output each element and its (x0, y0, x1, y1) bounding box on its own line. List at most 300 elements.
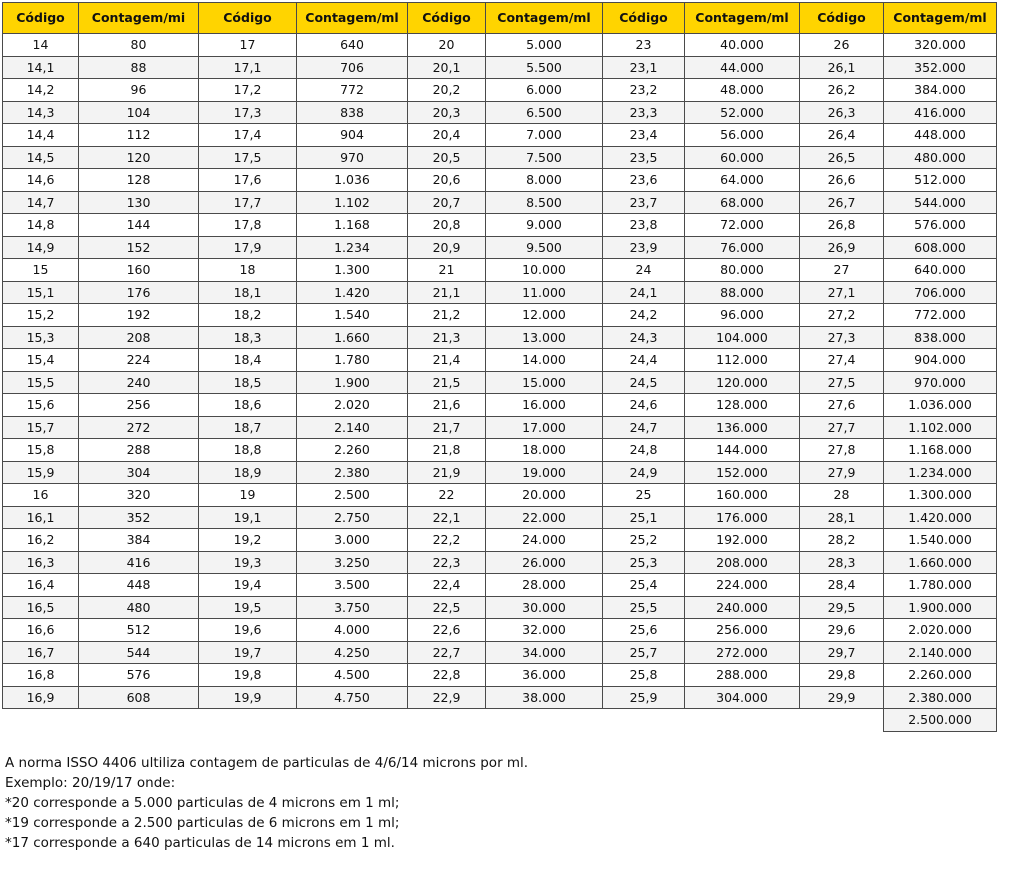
column-header: Código (408, 3, 486, 34)
note-line: *20 corresponde a 5.000 particulas de 4 microns em 1 ml; (5, 795, 400, 811)
table-cell: 20.000 (486, 484, 603, 507)
table-cell: 22,1 (408, 506, 486, 529)
table-cell: 20,3 (408, 101, 486, 124)
table-cell: 25,7 (603, 641, 685, 664)
table-cell: 706 (297, 56, 408, 79)
table-cell: 21,1 (408, 281, 486, 304)
table-cell: 17,8 (199, 214, 297, 237)
table-cell: 34.000 (486, 641, 603, 664)
table-cell: 21,6 (408, 394, 486, 417)
table-cell: 15.000 (486, 371, 603, 394)
table-cell: 19,8 (199, 664, 297, 687)
note-line: Exemplo: 20/19/17 onde: (5, 775, 176, 791)
table-cell: 26,6 (800, 169, 884, 192)
table-cell: 144.000 (685, 439, 800, 462)
table-cell: 15,8 (3, 439, 79, 462)
table-cell: 19,7 (199, 641, 297, 664)
table-cell: 1.540.000 (884, 529, 997, 552)
table-cell: 19,4 (199, 574, 297, 597)
table-cell: 68.000 (685, 191, 800, 214)
table-cell: 22,7 (408, 641, 486, 664)
table-cell: 28,2 (800, 529, 884, 552)
table-cell: 772 (297, 79, 408, 102)
table-cell: 288 (79, 439, 199, 462)
table-cell: 25,5 (603, 596, 685, 619)
table-cell: 21,3 (408, 326, 486, 349)
table-cell: 8.500 (486, 191, 603, 214)
table-row-extra (3, 709, 997, 732)
table-cell: 10.000 (486, 259, 603, 282)
table-cell: 23,8 (603, 214, 685, 237)
table-cell: 26,8 (800, 214, 884, 237)
table-cell: 18,8 (199, 439, 297, 462)
table-cell: 3.750 (297, 596, 408, 619)
table-cell: 44.000 (685, 56, 800, 79)
table-cell: 22,4 (408, 574, 486, 597)
table-cell: 19,2 (199, 529, 297, 552)
column-header: Código (603, 3, 685, 34)
table-cell: 24,1 (603, 281, 685, 304)
table-cell: 30.000 (486, 596, 603, 619)
table-cell: 29,9 (800, 686, 884, 709)
table-cell: 9.500 (486, 236, 603, 259)
table-cell: 192.000 (685, 529, 800, 552)
table-cell: 52.000 (685, 101, 800, 124)
table-cell: 27,3 (800, 326, 884, 349)
column-header: Contagem/ml (884, 3, 997, 34)
table-cell: 17,2 (199, 79, 297, 102)
table-cell: 15,9 (3, 461, 79, 484)
table-cell: 19,3 (199, 551, 297, 574)
table-cell: 18 (199, 259, 297, 282)
table-cell: 160.000 (685, 484, 800, 507)
table-cell: 640.000 (884, 259, 997, 282)
table-cell: 240.000 (685, 596, 800, 619)
table-cell: 1.780.000 (884, 574, 997, 597)
table-cell: 19.000 (486, 461, 603, 484)
note-line: A norma ISSO 4406 ultiliza contagem de particulas de 4/6/14 microns por ml. (5, 755, 529, 771)
table-row (3, 349, 997, 372)
table-cell: 320 (79, 484, 199, 507)
table-cell: 6.500 (486, 101, 603, 124)
table-cell: 1.900.000 (884, 596, 997, 619)
table-cell: 29,5 (800, 596, 884, 619)
table-row (3, 214, 997, 237)
table-cell: 608 (79, 686, 199, 709)
table-cell: 706.000 (884, 281, 997, 304)
table-cell: 1.234 (297, 236, 408, 259)
table-cell: 18,1 (199, 281, 297, 304)
table-cell: 15 (3, 259, 79, 282)
table-cell: 15,7 (3, 416, 79, 439)
table-cell: 4.500 (297, 664, 408, 687)
table-cell: 17 (199, 34, 297, 57)
table-cell: 25,9 (603, 686, 685, 709)
table-cell: 104 (79, 101, 199, 124)
table-cell: 25,1 (603, 506, 685, 529)
table-cell: 2.260.000 (884, 664, 997, 687)
table-cell: 27,6 (800, 394, 884, 417)
empty-cell (486, 709, 603, 732)
table-cell: 152 (79, 236, 199, 259)
table-cell: 27,5 (800, 371, 884, 394)
table-cell: 1.234.000 (884, 461, 997, 484)
table-cell: 18,4 (199, 349, 297, 372)
table-cell: 17,6 (199, 169, 297, 192)
table-cell: 20,8 (408, 214, 486, 237)
table-cell: 14,1 (3, 56, 79, 79)
table-cell: 24,7 (603, 416, 685, 439)
table-cell: 21,9 (408, 461, 486, 484)
table-cell: 352.000 (884, 56, 997, 79)
table-cell: 16,7 (3, 641, 79, 664)
table-cell: 17,7 (199, 191, 297, 214)
table-cell: 416.000 (884, 101, 997, 124)
table-cell: 25,8 (603, 664, 685, 687)
table-cell: 17.000 (486, 416, 603, 439)
header-row (3, 3, 997, 34)
table-cell: 15,3 (3, 326, 79, 349)
table-row (3, 124, 997, 147)
table-cell: 24,2 (603, 304, 685, 327)
table-cell: 1.660 (297, 326, 408, 349)
table-cell: 24,8 (603, 439, 685, 462)
table-cell: 448.000 (884, 124, 997, 147)
table-row (3, 34, 997, 57)
table-cell: 3.500 (297, 574, 408, 597)
table-cell: 128.000 (685, 394, 800, 417)
table-cell: 192 (79, 304, 199, 327)
table-cell: 88.000 (685, 281, 800, 304)
table-cell: 88 (79, 56, 199, 79)
table-cell: 18,2 (199, 304, 297, 327)
table-cell: 176 (79, 281, 199, 304)
table-row (3, 664, 997, 687)
table-cell: 25,4 (603, 574, 685, 597)
table-cell: 4.250 (297, 641, 408, 664)
table-cell: 60.000 (685, 146, 800, 169)
table-cell: 21,8 (408, 439, 486, 462)
table-cell: 23 (603, 34, 685, 57)
table-cell: 26,7 (800, 191, 884, 214)
table-cell: 448 (79, 574, 199, 597)
table-cell: 18,6 (199, 394, 297, 417)
table-cell: 9.000 (486, 214, 603, 237)
table-cell: 17,3 (199, 101, 297, 124)
table-cell: 512 (79, 619, 199, 642)
table-cell: 7.500 (486, 146, 603, 169)
table-cell: 1.300 (297, 259, 408, 282)
table-cell: 27,7 (800, 416, 884, 439)
table-cell: 144 (79, 214, 199, 237)
table-row (3, 281, 997, 304)
table-cell: 7.000 (486, 124, 603, 147)
table-cell: 160 (79, 259, 199, 282)
table-cell: 544.000 (884, 191, 997, 214)
table-cell: 23,2 (603, 79, 685, 102)
table-cell: 772.000 (884, 304, 997, 327)
table-cell: 2.500 (297, 484, 408, 507)
table-cell: 576.000 (884, 214, 997, 237)
table-cell: 40.000 (685, 34, 800, 57)
table-cell: 21,7 (408, 416, 486, 439)
table-cell: 27,9 (800, 461, 884, 484)
table-cell: 256.000 (685, 619, 800, 642)
table-cell: 24 (603, 259, 685, 282)
table-cell: 14,5 (3, 146, 79, 169)
table-cell: 23,4 (603, 124, 685, 147)
table-cell: 28 (800, 484, 884, 507)
table-cell: 1.168 (297, 214, 408, 237)
table-row (3, 56, 997, 79)
table-cell: 128 (79, 169, 199, 192)
iso-4406-table (2, 2, 997, 732)
table-cell: 1.168.000 (884, 439, 997, 462)
table-cell: 838.000 (884, 326, 997, 349)
table-cell: 176.000 (685, 506, 800, 529)
table-cell: 1.300.000 (884, 484, 997, 507)
table-cell: 22,6 (408, 619, 486, 642)
table-cell: 8.000 (486, 169, 603, 192)
empty-cell (79, 709, 199, 732)
table-cell: 20,4 (408, 124, 486, 147)
table-cell: 12.000 (486, 304, 603, 327)
table-cell: 24,4 (603, 349, 685, 372)
table-cell: 5.500 (486, 56, 603, 79)
table-cell: 904.000 (884, 349, 997, 372)
table-row (3, 529, 997, 552)
table-row (3, 191, 997, 214)
table-cell: 26 (800, 34, 884, 57)
table-cell: 14 (3, 34, 79, 57)
table-cell: 25 (603, 484, 685, 507)
table-cell: 23,5 (603, 146, 685, 169)
empty-cell (408, 709, 486, 732)
table-cell: 18,7 (199, 416, 297, 439)
table-cell: 36.000 (486, 664, 603, 687)
table-cell: 18.000 (486, 439, 603, 462)
column-header: Código (3, 3, 79, 34)
table-cell: 544 (79, 641, 199, 664)
table-cell: 80 (79, 34, 199, 57)
table-cell: 20,6 (408, 169, 486, 192)
table-cell: 20,9 (408, 236, 486, 259)
table-cell: 112 (79, 124, 199, 147)
table-cell: 22,3 (408, 551, 486, 574)
table-cell: 14,2 (3, 79, 79, 102)
table-cell: 224.000 (685, 574, 800, 597)
table-cell: 14,7 (3, 191, 79, 214)
table-cell: 21,4 (408, 349, 486, 372)
table-cell: 27 (800, 259, 884, 282)
table-cell: 56.000 (685, 124, 800, 147)
table-cell: 11.000 (486, 281, 603, 304)
table-cell: 2.140 (297, 416, 408, 439)
table-cell: 21,5 (408, 371, 486, 394)
table-cell: 17,9 (199, 236, 297, 259)
table-cell: 14,4 (3, 124, 79, 147)
empty-cell (199, 709, 297, 732)
table-cell: 23,1 (603, 56, 685, 79)
table-cell: 240 (79, 371, 199, 394)
table-cell: 24,3 (603, 326, 685, 349)
table-cell: 2.380.000 (884, 686, 997, 709)
table-cell: 120 (79, 146, 199, 169)
table-cell: 22,9 (408, 686, 486, 709)
table-cell: 26,9 (800, 236, 884, 259)
table-cell: 1.102 (297, 191, 408, 214)
empty-cell (685, 709, 800, 732)
table-cell: 2.020 (297, 394, 408, 417)
table-cell: 20,2 (408, 79, 486, 102)
column-header: Contagem/ml (297, 3, 408, 34)
table-row (3, 304, 997, 327)
table-cell: 208.000 (685, 551, 800, 574)
table-cell: 22,8 (408, 664, 486, 687)
table-cell: 640 (297, 34, 408, 57)
column-header: Contagem/ml (685, 3, 800, 34)
table-cell: 1.036 (297, 169, 408, 192)
table-cell: 23,7 (603, 191, 685, 214)
table-cell: 24.000 (486, 529, 603, 552)
table-cell: 480 (79, 596, 199, 619)
table-cell: 576 (79, 664, 199, 687)
table-cell: 96.000 (685, 304, 800, 327)
table-cell: 304.000 (685, 686, 800, 709)
table-cell: 26.000 (486, 551, 603, 574)
table-row (3, 461, 997, 484)
notes (5, 753, 528, 853)
table-cell: 14.000 (486, 349, 603, 372)
table-cell: 80.000 (685, 259, 800, 282)
table-cell: 19 (199, 484, 297, 507)
table-cell: 28,1 (800, 506, 884, 529)
table-cell: 18,5 (199, 371, 297, 394)
empty-cell (297, 709, 408, 732)
table-cell: 4.750 (297, 686, 408, 709)
table-cell: 17,1 (199, 56, 297, 79)
table-cell: 15,2 (3, 304, 79, 327)
table-cell: 26,5 (800, 146, 884, 169)
table-cell: 26,2 (800, 79, 884, 102)
table-row (3, 236, 997, 259)
table-cell: 16,5 (3, 596, 79, 619)
table-cell: 19,6 (199, 619, 297, 642)
table-cell: 16,2 (3, 529, 79, 552)
table-cell: 23,9 (603, 236, 685, 259)
table-row (3, 326, 997, 349)
table-cell: 24,9 (603, 461, 685, 484)
column-header: Contagem/mi (79, 3, 199, 34)
table-cell: 29,6 (800, 619, 884, 642)
table-cell: 15,4 (3, 349, 79, 372)
table-row (3, 79, 997, 102)
table-cell: 72.000 (685, 214, 800, 237)
table-cell: 20,7 (408, 191, 486, 214)
table-cell: 1.036.000 (884, 394, 997, 417)
table-cell: 512.000 (884, 169, 997, 192)
table-cell: 288.000 (685, 664, 800, 687)
table-cell: 27,2 (800, 304, 884, 327)
table-cell: 2.500.000 (884, 709, 997, 732)
table-cell: 29,7 (800, 641, 884, 664)
table-cell: 416 (79, 551, 199, 574)
table-cell: 26,3 (800, 101, 884, 124)
table-cell: 480.000 (884, 146, 997, 169)
table-cell: 28,3 (800, 551, 884, 574)
table-cell: 2.140.000 (884, 641, 997, 664)
table-cell: 16,3 (3, 551, 79, 574)
table-cell: 25,3 (603, 551, 685, 574)
table-cell: 152.000 (685, 461, 800, 484)
table-cell: 25,6 (603, 619, 685, 642)
table-cell: 3.250 (297, 551, 408, 574)
table-cell: 19,5 (199, 596, 297, 619)
table-cell: 20,1 (408, 56, 486, 79)
table-cell: 112.000 (685, 349, 800, 372)
table-cell: 13.000 (486, 326, 603, 349)
table-cell: 18,3 (199, 326, 297, 349)
table-row (3, 259, 997, 282)
table-cell: 14,8 (3, 214, 79, 237)
table-row (3, 439, 997, 462)
table-cell: 5.000 (486, 34, 603, 57)
table-cell: 16,4 (3, 574, 79, 597)
table-row (3, 101, 997, 124)
table-cell: 352 (79, 506, 199, 529)
table-cell: 26,4 (800, 124, 884, 147)
note-line: *19 corresponde a 2.500 particulas de 6 microns em 1 ml; (5, 815, 400, 831)
table-row (3, 641, 997, 664)
table-cell: 1.900 (297, 371, 408, 394)
table-row (3, 596, 997, 619)
table-cell: 27,1 (800, 281, 884, 304)
table-cell: 19,9 (199, 686, 297, 709)
table-cell: 838 (297, 101, 408, 124)
table-cell: 16,6 (3, 619, 79, 642)
table-cell: 3.000 (297, 529, 408, 552)
table-cell: 14,6 (3, 169, 79, 192)
table-cell: 16,8 (3, 664, 79, 687)
table-cell: 18,9 (199, 461, 297, 484)
table-row (3, 619, 997, 642)
table-cell: 1.102.000 (884, 416, 997, 439)
table-cell: 19,1 (199, 506, 297, 529)
table-cell: 14,9 (3, 236, 79, 259)
table-body (3, 34, 997, 732)
table-cell: 15,1 (3, 281, 79, 304)
table-cell: 25,2 (603, 529, 685, 552)
table-cell: 208 (79, 326, 199, 349)
table-cell: 970 (297, 146, 408, 169)
table-row (3, 551, 997, 574)
table-cell: 22,5 (408, 596, 486, 619)
table-cell: 2.020.000 (884, 619, 997, 642)
table-cell: 22,2 (408, 529, 486, 552)
table-cell: 64.000 (685, 169, 800, 192)
table-cell: 320.000 (884, 34, 997, 57)
table-cell: 15,6 (3, 394, 79, 417)
table-cell: 21,2 (408, 304, 486, 327)
table-row (3, 506, 997, 529)
table-cell: 904 (297, 124, 408, 147)
empty-cell (3, 709, 79, 732)
table-cell: 1.540 (297, 304, 408, 327)
table-row (3, 146, 997, 169)
table-cell: 224 (79, 349, 199, 372)
table-cell: 272 (79, 416, 199, 439)
table-cell: 96 (79, 79, 199, 102)
